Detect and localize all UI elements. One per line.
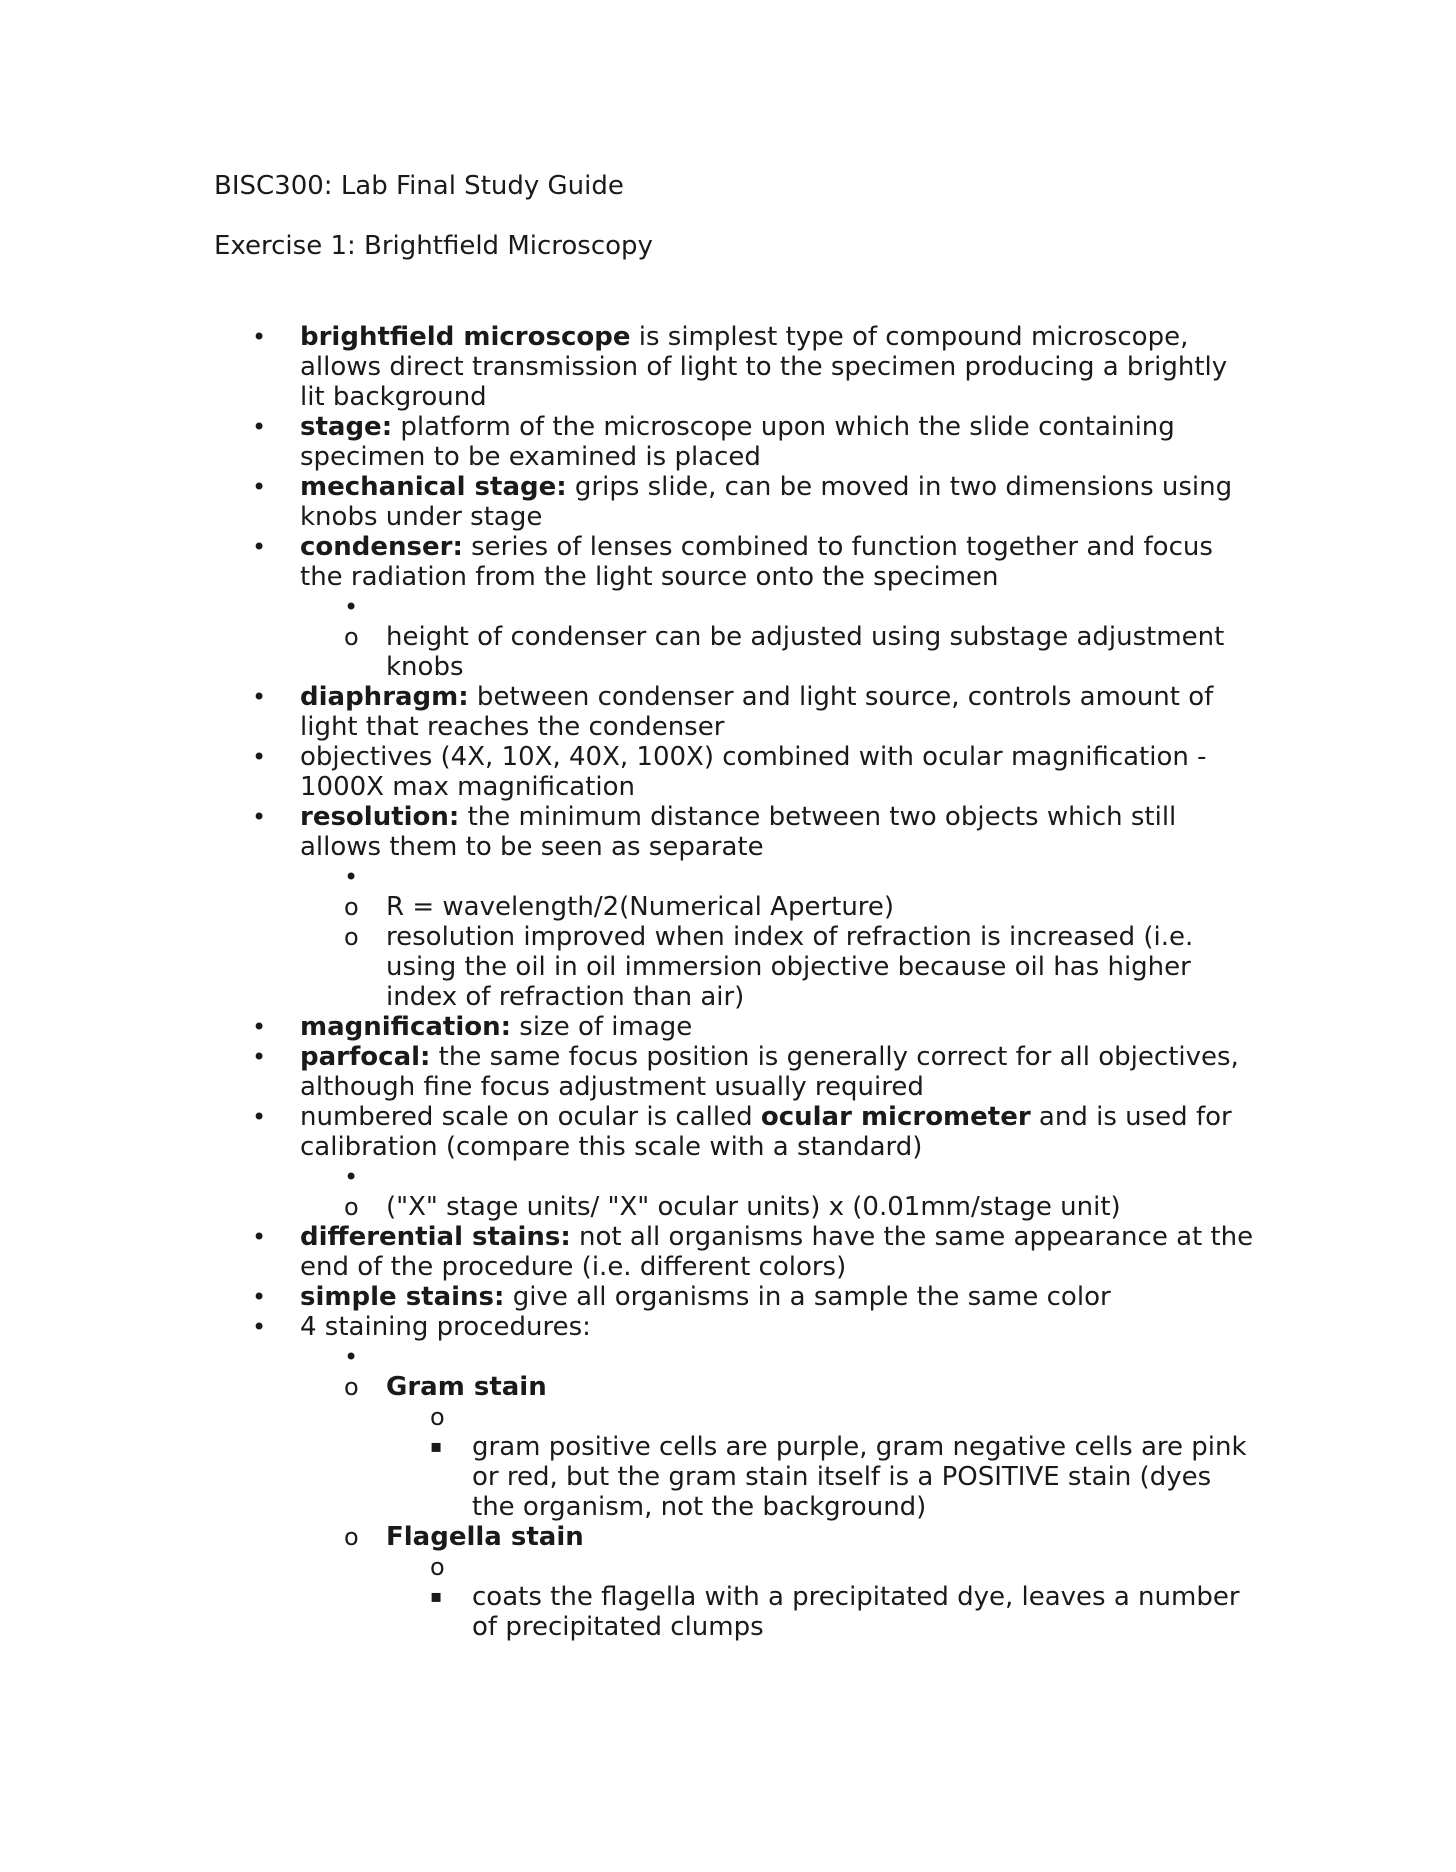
text-staining-procedures: 4 staining procedures: [300, 1312, 591, 1342]
term-simple-stains: simple stains: [300, 1282, 505, 1312]
stain-name-gram: Gram stain [386, 1372, 547, 1402]
list-item-resolution [214, 802, 1254, 862]
empty-list-item [214, 862, 1254, 892]
square-marker: ▪ [430, 1436, 443, 1457]
circle-marker: o [344, 923, 359, 951]
sub-item-resolution-formula [214, 892, 1254, 922]
circle-marker: o [344, 1373, 359, 1401]
bullet-marker: • [252, 1013, 267, 1041]
term-mechanical-stage: mechanical stage: [300, 472, 567, 502]
list-item-objectives [214, 742, 1254, 802]
list-item-parfocal [214, 1042, 1254, 1102]
circle-marker: o [344, 623, 359, 651]
text-ocular-before: numbered scale on ocular is called [300, 1102, 761, 1132]
definition-magnification: size of image [511, 1012, 693, 1042]
sub-item-gram-stain [214, 1372, 1254, 1402]
circle-marker: o [344, 1193, 359, 1221]
bullet-marker: • [344, 593, 359, 621]
bullet-marker: • [252, 413, 267, 441]
circle-marker: o [344, 1523, 359, 1551]
empty-list-item [214, 592, 1254, 622]
list-item-condenser [214, 532, 1254, 592]
bullet-marker: • [344, 863, 359, 891]
definition-diaphragm: between condenser and light source, controls amount of light that reaches the condenser [300, 682, 1214, 742]
text-ocular-after: and is used for calibration (compare this scale with a standard) [300, 1102, 1232, 1162]
sub-item-flagella-stain [214, 1522, 1254, 1552]
term-stage: stage: [300, 412, 393, 442]
sub-text-resolution-refraction: resolution improved when index of refraction is increased (i.e. using the oil in oil immersion objective because oil has higher index of refraction than air) [386, 922, 1194, 1012]
list-item-ocular-micrometer [214, 1102, 1254, 1162]
list-item-diaphragm [214, 682, 1254, 742]
list-item-staining-procedures [214, 1312, 1254, 1342]
study-guide-list [214, 322, 1254, 1642]
bullet-marker: • [252, 323, 267, 351]
bullet-marker: • [252, 1043, 267, 1071]
square-marker: ▪ [430, 1586, 443, 1607]
bullet-marker: • [252, 743, 267, 771]
bullet-marker: • [252, 473, 267, 501]
detail-text-gram-stain: gram positive cells are purple, gram negative cells are pink or red, but the gram stain itself is a POSITIVE stain (dyes the organism, not the background) [472, 1432, 1247, 1522]
term-brightfield: brightfield microscope [300, 322, 631, 352]
empty-list-item [214, 1402, 1254, 1432]
bullet-marker: • [252, 533, 267, 561]
term-magnification: magnification: [300, 1012, 512, 1042]
bullet-marker: • [252, 803, 267, 831]
term-ocular-micrometer: ocular micrometer [760, 1102, 1031, 1132]
detail-item-flagella-stain [214, 1582, 1254, 1642]
circle-marker: o [430, 1553, 445, 1581]
circle-marker: o [344, 893, 359, 921]
text-objectives: objectives (4X, 10X, 40X, 100X) combined with ocular magnification - 1000X max magnification [300, 742, 1207, 802]
sub-text-ocular-formula: ("X" stage units/ "X" ocular units) x (0.01mm/stage unit) [386, 1192, 1121, 1222]
stain-name-flagella: Flagella stain [386, 1522, 584, 1552]
list-item-stage [214, 412, 1254, 472]
sub-item-resolution-refraction [214, 922, 1254, 1012]
definition-stage: platform of the microscope upon which the slide containing specimen to be examined is placed [300, 412, 1175, 472]
bullet-marker: • [252, 1283, 267, 1311]
empty-list-item [214, 1552, 1254, 1582]
term-parfocal: parfocal: [300, 1042, 431, 1072]
sub-text-resolution-formula: R = wavelength/2(Numerical Aperture) [386, 892, 895, 922]
definition-mechanical-stage: grips slide, can be moved in two dimensions using knobs under stage [300, 472, 1233, 532]
term-differential-stains: differential stains: [300, 1222, 571, 1252]
detail-item-gram-stain [214, 1432, 1254, 1522]
term-condenser: condenser: [300, 532, 463, 562]
bullet-marker: • [344, 1343, 359, 1371]
definition-brightfield: is simplest type of compound microscope, allows direct transmission of light to the specimen producing a brightly lit background [300, 322, 1228, 412]
definition-simple-stains: give all organisms in a sample the same color [504, 1282, 1111, 1312]
definition-condenser: series of lenses combined to function together and focus the radiation from the light source onto the specimen [300, 532, 1213, 592]
definition-resolution: the minimum distance between two objects which still allows them to be seen as separate [300, 802, 1177, 862]
term-diaphragm: diaphragm: [300, 682, 469, 712]
definition-differential-stains: not all organisms have the same appearance at the end of the procedure (i.e. different colors) [300, 1222, 1254, 1282]
circle-marker: o [430, 1403, 445, 1431]
list-item-magnification [214, 1012, 1254, 1042]
bullet-marker: • [252, 1223, 267, 1251]
document-title: BISC300: Lab Final Study Guide [214, 171, 624, 201]
definition-parfocal: the same focus position is generally correct for all objectives, although fine focus adjustment usually required [300, 1042, 1239, 1102]
list-item-mechanical-stage [214, 472, 1254, 532]
empty-list-item [214, 1162, 1254, 1192]
detail-text-flagella-stain: coats the flagella with a precipitated dye, leaves a number of precipitated clumps [472, 1582, 1240, 1642]
list-item-simple-stains [214, 1282, 1254, 1312]
empty-list-item [214, 1342, 1254, 1372]
sub-text-condenser-height: height of condenser can be adjusted using substage adjustment knobs [386, 622, 1225, 682]
term-resolution: resolution: [300, 802, 460, 832]
list-item-brightfield [214, 322, 1254, 412]
sub-item-condenser-height [214, 622, 1254, 682]
bullet-marker: • [252, 1313, 267, 1341]
bullet-marker: • [252, 1103, 267, 1131]
bullet-marker: • [344, 1163, 359, 1191]
sub-item-ocular-formula [214, 1192, 1254, 1222]
exercise-heading: Exercise 1: Brightfield Microscopy [214, 231, 653, 261]
list-item-differential-stains [214, 1222, 1254, 1282]
bullet-marker: • [252, 683, 267, 711]
